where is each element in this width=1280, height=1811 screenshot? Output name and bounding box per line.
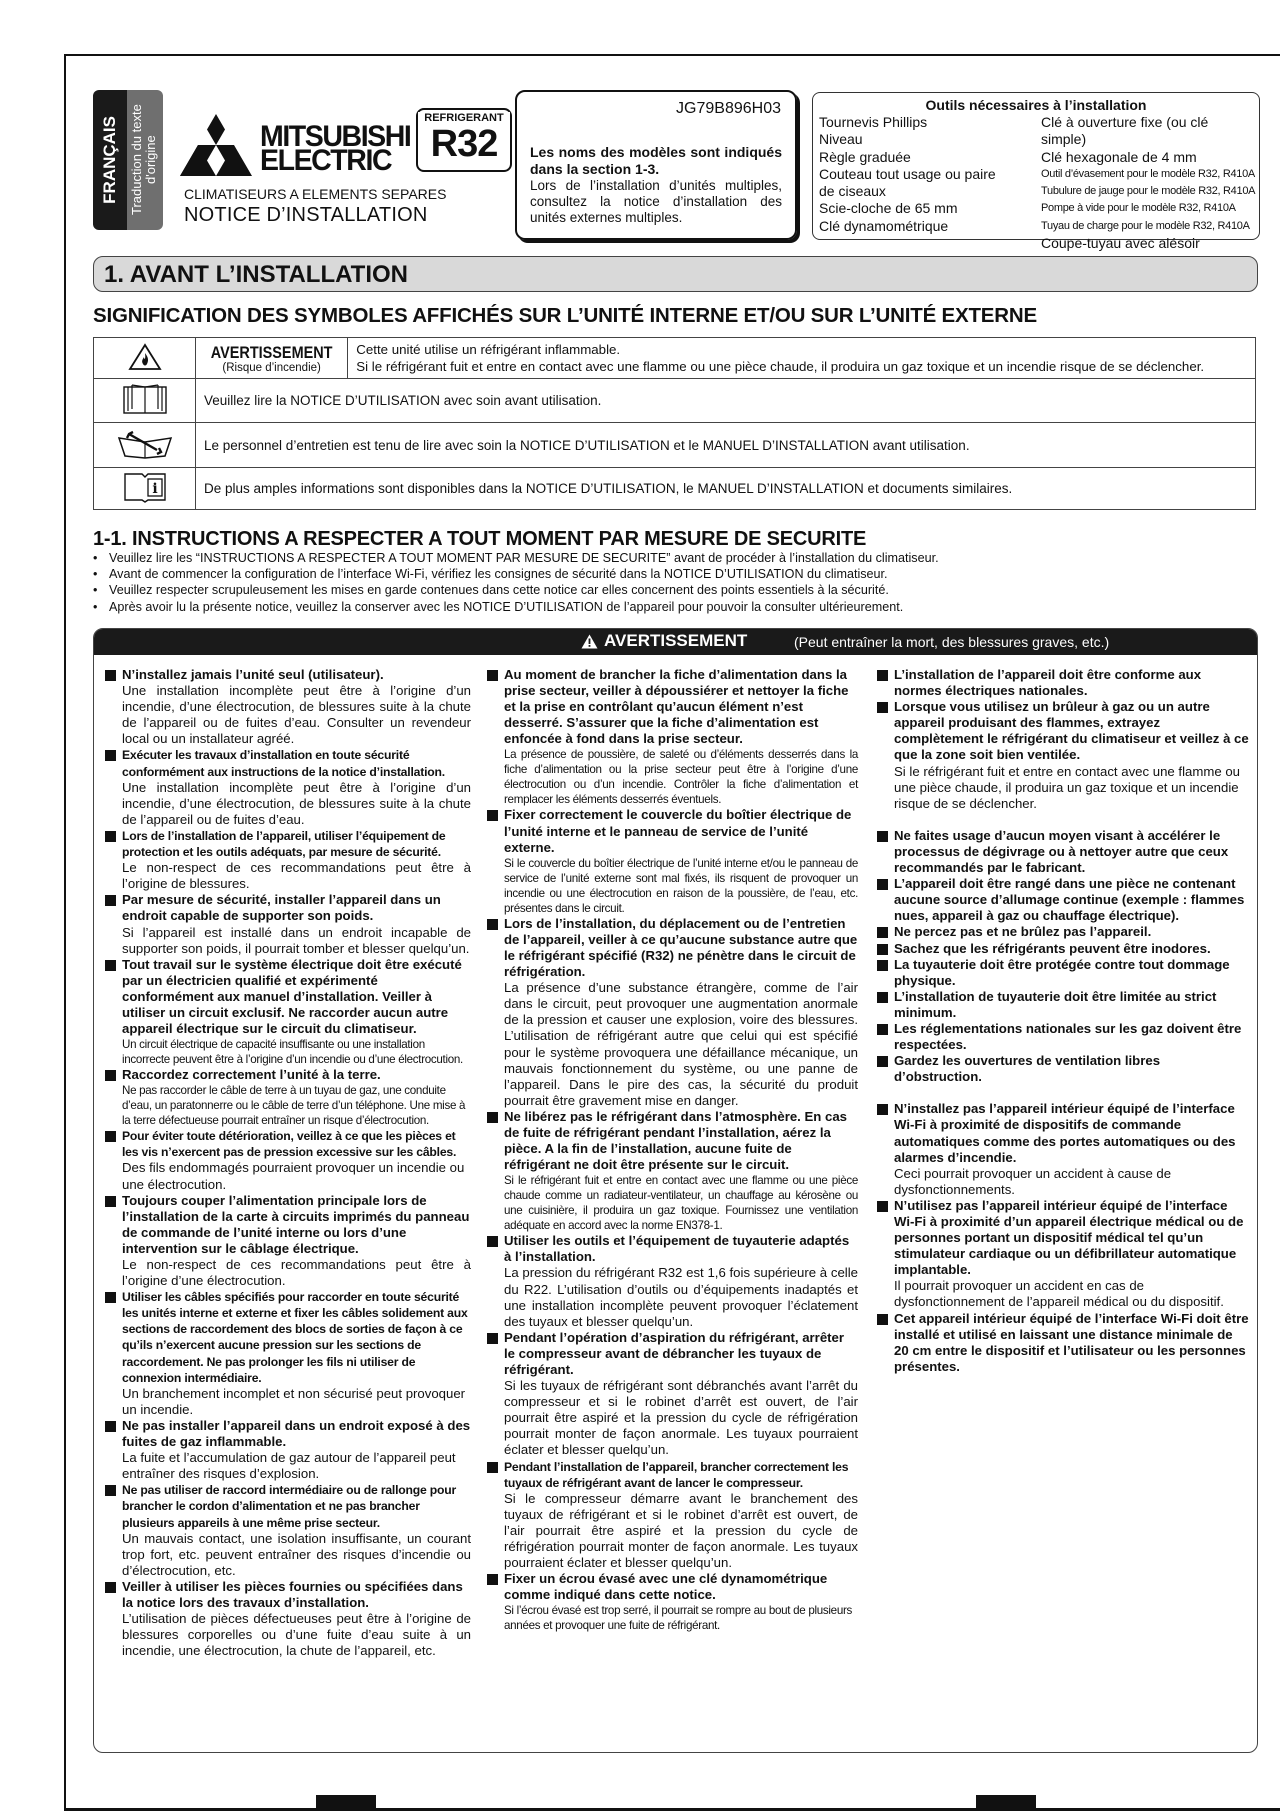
symbols-table bbox=[93, 337, 1256, 510]
tool-item: de ciseaux bbox=[819, 183, 886, 200]
symbol-text: Le personnel d’entretien est tenu de lire avec soin la NOTICE D’UTILISATION et le MANUEL D’INSTALLATION avant utilisation. bbox=[196, 423, 1256, 468]
warning-item-heading: Sachez que les réfrigérants peuvent être inodores. bbox=[894, 940, 1211, 956]
warning-label: AVERTISSEMENT bbox=[210, 342, 333, 362]
flammable-warning-icon bbox=[128, 343, 162, 371]
warning-item bbox=[105, 892, 471, 956]
page-mark bbox=[316, 1795, 376, 1809]
warning-item-heading: Raccordez correctement l’unité à la terre. bbox=[122, 1067, 381, 1083]
warning-item-heading: Fixer correctement le couvercle du boîtier électrique de l’unité interne et le panneau de service de l’unité externe. bbox=[504, 807, 852, 855]
warning-item bbox=[487, 1330, 858, 1459]
warning-item-text: Ne pas raccorder le câble de terre à un tuyau de gaz, une conduite d’eau, un paratonnerre ou le câble de terre d’un téléphone. Une mise à la terre défectueuse pourrait entraîner un risque d’électrocution. bbox=[122, 1084, 466, 1128]
warning-column-2 bbox=[487, 667, 858, 1633]
warning-item bbox=[487, 1459, 858, 1572]
warning-item-heading: Ne libérez pas le réfrigérant dans l’atmosphère. En cas de fuite de réfrigérant pendant l’installation, aérez la pièce. A la fin de l’installation, aucune fuite de réfrigérant ne doit être présente sur le circuit. bbox=[504, 1108, 848, 1173]
warning-item-text: Si l’appareil est installé dans un endroit incapable de supporter son poids, il pourrait tomber et blesser quelqu’un. bbox=[122, 924, 471, 956]
warning-item bbox=[877, 1198, 1249, 1311]
warning-item-heading: Gardez les ouvertures de ventilation libres d’obstruction. bbox=[894, 1053, 1161, 1085]
section-title: 1. AVANT L’INSTALLATION bbox=[104, 261, 408, 288]
warning-item bbox=[877, 1311, 1249, 1375]
model-names-note: Les noms des modèles sont indiqués dans la section 1-3. bbox=[530, 144, 782, 177]
warning-item-text: Si le réfrigérant fuit et entre en contact avec une flamme ou une pièce chaude comme un radiateur-ventilateur, un chauffage au kérosène ou une cuisinière, il produira un gaz toxique. Fournissez une ventilation adéquate en accord avec la norme EN378-1. bbox=[504, 1174, 858, 1233]
tool-item: Clé à ouverture fixe (ou clé simple) bbox=[1041, 114, 1209, 148]
warning-item-heading: L’installation de l’appareil doit être conforme aux normes électriques nationales. bbox=[894, 667, 1202, 699]
symbols-heading: SIGNIFICATION DES SYMBOLES AFFICHÉS SUR L’UNITÉ INTERNE ET/OU SUR L’UNITÉ EXTERNE bbox=[93, 304, 1037, 327]
warning-item-heading: N’installez pas l’appareil intérieur équipé de l’interface Wi-Fi à proximité de dispositifs de commande automatiques comme des portes automatiques ou des alarmes d’incendie. bbox=[894, 1101, 1236, 1165]
warning-item bbox=[487, 916, 858, 1109]
warning-item-heading: Utiliser les câbles spécifiés pour raccorder en toute sécurité les unités interne et externe et fixer les câbles solidement aux sections de raccordement des blocs de sorties de façon à ce qu’ils n’exercent aucune pression sur les sections de raccordement. Ne pas prolonger les fils ni utiliser de connexion intermédiaire. bbox=[122, 1290, 468, 1385]
translation-tab-label: Traduction du texte d'origine bbox=[129, 104, 158, 216]
warning-item-text: Un branchement incomplet et non sécurisé peut provoquer un incendie. bbox=[122, 1385, 466, 1417]
symbol-cell bbox=[94, 468, 196, 510]
warning-column-3 bbox=[877, 667, 1249, 1375]
tool-item: Scie-cloche de 65 mm bbox=[819, 200, 958, 217]
warning-item-heading: Ne percez pas et ne brûlez pas l’appareil. bbox=[894, 924, 1152, 940]
warning-item-heading: Tout travail sur le système électrique doit être exécuté par un électricien qualifié et expérimenté conformément aux manuel d’installation. Veiller à utiliser un circuit exclusif. Ne raccorder aucun autre appareil électrique sur le circuit du climatiseur. bbox=[122, 956, 462, 1037]
warning-item-heading: Lors de l’installation, du déplacement ou de l’entretien de l’appareil, veiller à ce qu’aucune substance autre que le réfrigérant spécifié (R32) ne pénètre dans le circuit de réfrigération. bbox=[504, 915, 858, 980]
warning-item bbox=[105, 667, 471, 747]
warning-item-heading: Ne pas utiliser de raccord intermédiaire ou de rallonge pour brancher le cordon d’alimentation et ne pas brancher plusieurs appareils à une même prise secteur. bbox=[122, 1483, 457, 1530]
warning-text-cell bbox=[348, 338, 1256, 379]
warning-item bbox=[877, 876, 1249, 924]
warning-item-text: La présence d’une substance étrangère, comme de l’air dans le circuit, peut provoquer une augmentation anormale de la pression et causer une explosion, voire des blessures. L’utilisation de réfrigérant autre que celui qui est spécifié pour le système provoquera une défaillance mécanique, un mauvais fonctionnement du système, ou une panne de l’appareil. Dans le pire des cas, la sécurité du produit pourrait être gravement mise en danger. bbox=[504, 980, 858, 1108]
refrigerant-badge bbox=[416, 108, 512, 172]
mitsubishi-logo-icon bbox=[180, 114, 252, 176]
warning-item-heading: La tuyauterie doit être protégée contre tout dommage physique. bbox=[894, 956, 1230, 988]
warning-item-text: Si le réfrigérant fuit et entre en contact avec une flamme ou une pièce chaude, il produira un gaz toxique et un incendie risque de se déclencher. bbox=[894, 763, 1240, 811]
page-border-left bbox=[64, 54, 66, 1811]
tool-item: Clé hexagonale de 4 mm bbox=[1041, 148, 1197, 165]
warning-item-heading: Au moment de brancher la fiche d’alimentation dans la prise secteur, veiller à dépoussiérer et nettoyer la fiche et la prise en contrôlant qu’aucun élément n’est desserré. S’assurer que la fiche d’alimentation est enfoncée à fond dans la prise secteur. bbox=[504, 667, 849, 747]
warning-item-heading: L’installation de tuyauterie doit être limitée au strict minimum. bbox=[894, 988, 1217, 1020]
warning-item-heading: Par mesure de sécurité, installer l’appareil dans un endroit capable de supporter son poids. bbox=[122, 892, 441, 924]
warning-item-heading: Exécuter les travaux d’installation en toute sécurité conformément aux instructions de la notice d’installation. bbox=[122, 748, 445, 779]
warning-item bbox=[877, 699, 1249, 812]
warning-item-text: Un circuit électrique de capacité insuffisante ou une installation incorrecte peuvent être à l’origine d’un incendie ou d’une électrocution. bbox=[122, 1038, 463, 1067]
symbol-cell bbox=[94, 423, 196, 468]
model-info-box bbox=[515, 90, 797, 240]
warning-item bbox=[105, 1482, 471, 1579]
warning-item bbox=[877, 924, 1249, 940]
refrigerant-value: R32 bbox=[430, 123, 498, 165]
safety-heading: 1-1. INSTRUCTIONS A RESPECTER A TOUT MOMENT PAR MESURE DE SECURITE bbox=[93, 528, 867, 550]
warning-item-heading: Lorsque vous utilisez un brûleur à gaz ou un autre appareil produisant des flammes, extrayez complètement le réfrigérant du climatiseur et veillez à ce que la zone soit bien ventilée. bbox=[894, 699, 1249, 763]
warning-item-text: Si le couvercle du boîtier électrique de l’unité interne et/ou le panneau de service de l’unité externe sont mal fixés, ils risquent de provoquer un incendie ou une électrocution en raison de la poussière, de l’eau, etc. présentes dans le circuit. bbox=[504, 856, 858, 915]
warning-label-cell bbox=[196, 338, 348, 379]
warning-item-heading: Pendant l’opération d’aspiration du réfrigérant, arrêter le compresseur avant de débrancher les tuyaux de réfrigérant. bbox=[504, 1329, 845, 1377]
safety-bullets bbox=[93, 550, 1256, 615]
symbol-row bbox=[94, 468, 1256, 510]
warning-triangle-icon bbox=[581, 634, 598, 649]
bullet-item: • Veuillez lire les “INSTRUCTIONS A RESPECTER A TOUT MOMENT PAR MESURE DE SECURITE” avant de procéder à l’installation du climatiseur. bbox=[93, 550, 1256, 566]
warning-title: AVERTISSEMENT bbox=[604, 631, 748, 650]
brand-line-1: MITSUBISHI bbox=[260, 120, 411, 153]
warning-item-text: Des fils endommagés pourraient provoquer un incendie ou une électrocution. bbox=[122, 1160, 465, 1192]
service-manual-icon bbox=[115, 428, 175, 460]
warning-line-1: Cette unité utilise un réfrigérant inflammable. bbox=[356, 342, 621, 357]
tool-item: Tuyau de charge pour le modèle R32, R410A bbox=[1041, 219, 1250, 232]
warning-item bbox=[105, 957, 471, 1067]
warning-sublabel: (Risque d’incendie) bbox=[222, 361, 321, 374]
warning-item-text: Le non-respect de ces recommandations peut être à l’origine de blessures. bbox=[122, 860, 471, 892]
warning-item-heading: Les réglementations nationales sur les gaz doivent être respectées. bbox=[894, 1020, 1242, 1053]
tool-item: Couteau tout usage ou paire bbox=[819, 165, 996, 182]
tool-item: Tubulure de jauge pour le modèle R32, R410A bbox=[1041, 185, 1256, 198]
warning-item bbox=[105, 1418, 471, 1482]
tools-list-right bbox=[1041, 114, 1257, 252]
tool-item: Niveau bbox=[819, 131, 863, 148]
symbol-text: De plus amples informations sont disponibles dans la NOTICE D’UTILISATION, le MANUEL D’INSTALLATION et documents similaires. bbox=[196, 468, 1256, 510]
warning-item bbox=[105, 1193, 471, 1290]
page-border-top bbox=[64, 54, 1280, 56]
warning-item-heading: Toujours couper l’alimentation principale lors de l’installation de la carte à circuits imprimés du panneau de commande de l’unité interne ou lors d’une intervention sur le câblage électrique. bbox=[122, 1192, 470, 1256]
warning-item bbox=[105, 1067, 471, 1128]
brand-line-2: ELECTRIC bbox=[260, 144, 392, 177]
bullet-item: • Après avoir lu la présente notice, veuillez la conserver avec les NOTICE D’UTILISATION de l’appareil pour pouvoir la consulter ultérieurement. bbox=[93, 599, 1256, 615]
tool-item: Coupe-tuyau avec alésoir bbox=[1041, 235, 1200, 252]
warning-item bbox=[105, 1289, 471, 1418]
warning-item bbox=[877, 957, 1249, 989]
warning-column-1 bbox=[105, 667, 471, 1659]
warning-item-heading: Lors de l’installation de l’appareil, utiliser l’équipement de protection et les outils adéquats, par mesure de sécurité. bbox=[122, 828, 446, 860]
warning-item-heading: Pendant l’installation de l’appareil, brancher correctement les tuyaux de réfrigérant avant de lancer le compresseur. bbox=[504, 1459, 849, 1490]
warning-item-heading: N’installez jamais l’unité seul (utilisateur). bbox=[122, 667, 384, 682]
book-icon bbox=[122, 383, 168, 415]
warning-item bbox=[487, 667, 858, 807]
refrigerant-label: REFRIGERANT bbox=[418, 112, 510, 124]
warning-item bbox=[877, 1053, 1249, 1085]
tool-item: Tournevis Phillips bbox=[819, 114, 928, 130]
warning-subtitle: (Peut entraîner la mort, des blessures graves, etc.) bbox=[794, 634, 1110, 650]
warning-item bbox=[105, 828, 471, 892]
warning-item-heading: Fixer un écrou évasé avec une clé dynamométrique comme indiqué dans cette notice. bbox=[504, 1571, 828, 1603]
warning-item bbox=[877, 1101, 1249, 1198]
bullet-item: • Veuillez respecter scrupuleusement les mises en garde contenues dans cette notice car elles concernent des points essentiels à la sécurité. bbox=[93, 582, 1256, 598]
document-code: JG79B896H03 bbox=[676, 100, 781, 117]
warning-item bbox=[487, 1233, 858, 1330]
symbol-row bbox=[94, 423, 1256, 468]
warning-item-heading: Veiller à utiliser les pièces fournies ou spécifiées dans la notice lors des travaux d’installation. bbox=[122, 1578, 463, 1610]
warning-item bbox=[487, 807, 858, 915]
warning-item-text: Le non-respect de ces recommandations peut être à l’origine d’une électrocution. bbox=[122, 1257, 471, 1289]
warning-item-text: Si les tuyaux de réfrigérant sont débranchés avant l’arrêt du compresseur et si le robinet d’arrêt est ouvert, de l’air pourrait être aspiré et la pression du cycle de réfrigération pourrait monter de façon anormale. Les tuyaux pourraient éclater et blesser quelqu’un. bbox=[504, 1378, 858, 1458]
warning-item-text: Une installation incomplète peut être à l’origine d’un incendie, d’une électrocution, de blessures suite à la chute de l’appareil ou de fuites d’eau. bbox=[122, 779, 471, 827]
warning-item-text: Si le compresseur démarre avant le branchement des tuyaux de réfrigérant et si le robinet d’arrêt est ouvert, de l’air pourrait être aspiré et la pression du cycle de réfrigération pourrait monter de façon anormale. Les tuyaux pourraient éclater et blesser quelqu’un. bbox=[504, 1490, 858, 1571]
tool-item: Règle graduée bbox=[819, 148, 911, 165]
language-tab-label: FRANÇAIS bbox=[100, 116, 119, 204]
warning-item-heading: N’utilisez pas l’appareil intérieur équipé de l’interface Wi-Fi à proximité d’un appareil électrique médical ou de personnes portant un dispositif médical tel qu’un stimulateur cardiaque ou un défibrillateur automatique implantable. bbox=[894, 1197, 1244, 1278]
symbol-cell bbox=[94, 379, 196, 423]
page-mark bbox=[976, 1795, 1036, 1809]
warning-item bbox=[877, 1021, 1249, 1053]
symbol-cell bbox=[94, 338, 196, 379]
tool-item: Outil d’évasement pour le modèle R32, R410A bbox=[1041, 167, 1255, 180]
warning-line-2: Si le réfrigérant fuit et entre en contact avec une flamme ou une pièce chaude, il produira un gaz toxique et un incendie risque de se déclencher. bbox=[356, 359, 1205, 374]
warning-item-text: La présence de poussière, de saleté ou d’éléments desserrés dans la fiche d’alimentation ou la prise secteur peut être à l’origine d’une électrocution ou d’un incendie. Contrôler la fiche d’alimentation et remplacer les éléments desserrés éventuels. bbox=[504, 748, 858, 807]
warning-item bbox=[877, 941, 1249, 957]
warning-item-text: Si l’écrou évasé est trop serré, il pourrait se rompre au bout de plusieurs années et provoquer une fuite de réfrigérant. bbox=[504, 1604, 853, 1633]
warning-item-text: La pression du réfrigérant R32 est 1,6 fois supérieure à celle du R22. L’utilisation d’outils ou d’équipements inadaptés et une installation incomplète peuvent provoquer l’éclatement des tuyaux et blesser quelqu’un. bbox=[504, 1265, 858, 1329]
symbol-row bbox=[94, 338, 1256, 379]
info-manual-icon bbox=[122, 471, 168, 503]
warning-item bbox=[487, 1571, 858, 1633]
warning-item-text: Ceci pourrait provoquer un accident à cause de dysfonctionnements. bbox=[894, 1165, 1172, 1197]
warning-item bbox=[105, 747, 471, 827]
warning-item bbox=[877, 989, 1249, 1021]
warning-item-text: Une installation incomplète peut être à l’origine d’un incendie, d’une électrocution, de blessures suite à la chute de l’appareil ou de fuites d’eau. Consulter un revendeur local ou un installateur agréé. bbox=[122, 683, 471, 747]
warning-item-heading: Cet appareil intérieur équipé de l’interface Wi-Fi doit être installé et utilisé en laissant une distance minimale de 20 cm entre le dispositif et l’utilisateur ou les personnes présentes. bbox=[894, 1310, 1249, 1374]
warning-item-text: L’utilisation de pièces défectueuses peut être à l’origine de blessures corporelles ou d’une fuite d’eau suite à un incendie, une électrocution, la chute de l’appareil, etc. bbox=[122, 1611, 471, 1659]
warning-item-text: Un mauvais contact, une isolation insuffisante, un courant trop fort, etc. peuvent entraîner des risques d’incendie ou d’électrocution, etc. bbox=[122, 1530, 471, 1578]
warning-item-text: La fuite et l’accumulation de gaz autour de l’appareil peut entraîner des risques d’explosion. bbox=[122, 1450, 456, 1482]
warning-box bbox=[93, 628, 1258, 1753]
warning-item bbox=[487, 1109, 858, 1233]
tools-box bbox=[812, 92, 1260, 252]
warning-item bbox=[105, 1579, 471, 1659]
warning-item bbox=[877, 667, 1249, 699]
tools-list-left bbox=[819, 114, 1039, 235]
symbol-row bbox=[94, 379, 1256, 423]
warning-item-heading: Ne faites usage d’aucun moyen visant à accélérer le processus de dégivrage ou à nettoyer autre que ceux recommandés par le fabricant. bbox=[894, 827, 1229, 876]
tool-item: Pompe à vide pour le modèle R32, R410A bbox=[1041, 202, 1236, 215]
warning-item bbox=[105, 1128, 471, 1192]
tools-title: Outils nécessaires à l’installation bbox=[925, 97, 1147, 113]
svg-text:i: i bbox=[151, 481, 158, 497]
document-title: NOTICE D’INSTALLATION bbox=[184, 204, 428, 226]
warning-item bbox=[877, 828, 1249, 876]
tool-item: Clé dynamométrique bbox=[819, 217, 949, 234]
bullet-item: • Avant de commencer la configuration de l’interface Wi-Fi, vérifiez les consignes de sécurité dans la NOTICE D’UTILISATION du climatiseur. bbox=[93, 566, 1256, 582]
warning-item-heading: Pour éviter toute détérioration, veillez à ce que les pièces et les vis n’exercent pas de pression excessive sur les câbles. bbox=[122, 1129, 457, 1160]
warning-item-heading: L’appareil doit être rangé dans une pièce ne contenant aucune source d’allumage continue (exemple : flammes nues, appareil à gaz ou chauffage électrique). bbox=[894, 876, 1245, 924]
multiple-units-note: Lors de l’installation d’unités multiples, consultez la notice d’installation des unités externes multiples. bbox=[530, 178, 782, 225]
warning-header-bar bbox=[94, 629, 1257, 655]
product-subtitle: CLIMATISEURS A ELEMENTS SEPARES bbox=[184, 186, 447, 202]
warning-item-text: Il pourrait provoquer un accident en cas de dysfonctionnement de l’appareil médical ou du dispositif. bbox=[894, 1278, 1224, 1310]
warning-item-heading: Utiliser les outils et l’équipement de tuyauterie adaptés à l’installation. bbox=[504, 1233, 850, 1265]
symbol-text: Veuillez lire la NOTICE D’UTILISATION avec soin avant utilisation. bbox=[196, 379, 1256, 423]
warning-item-heading: Ne pas installer l’appareil dans un endroit exposé à des fuites de gaz inflammable. bbox=[122, 1417, 471, 1450]
